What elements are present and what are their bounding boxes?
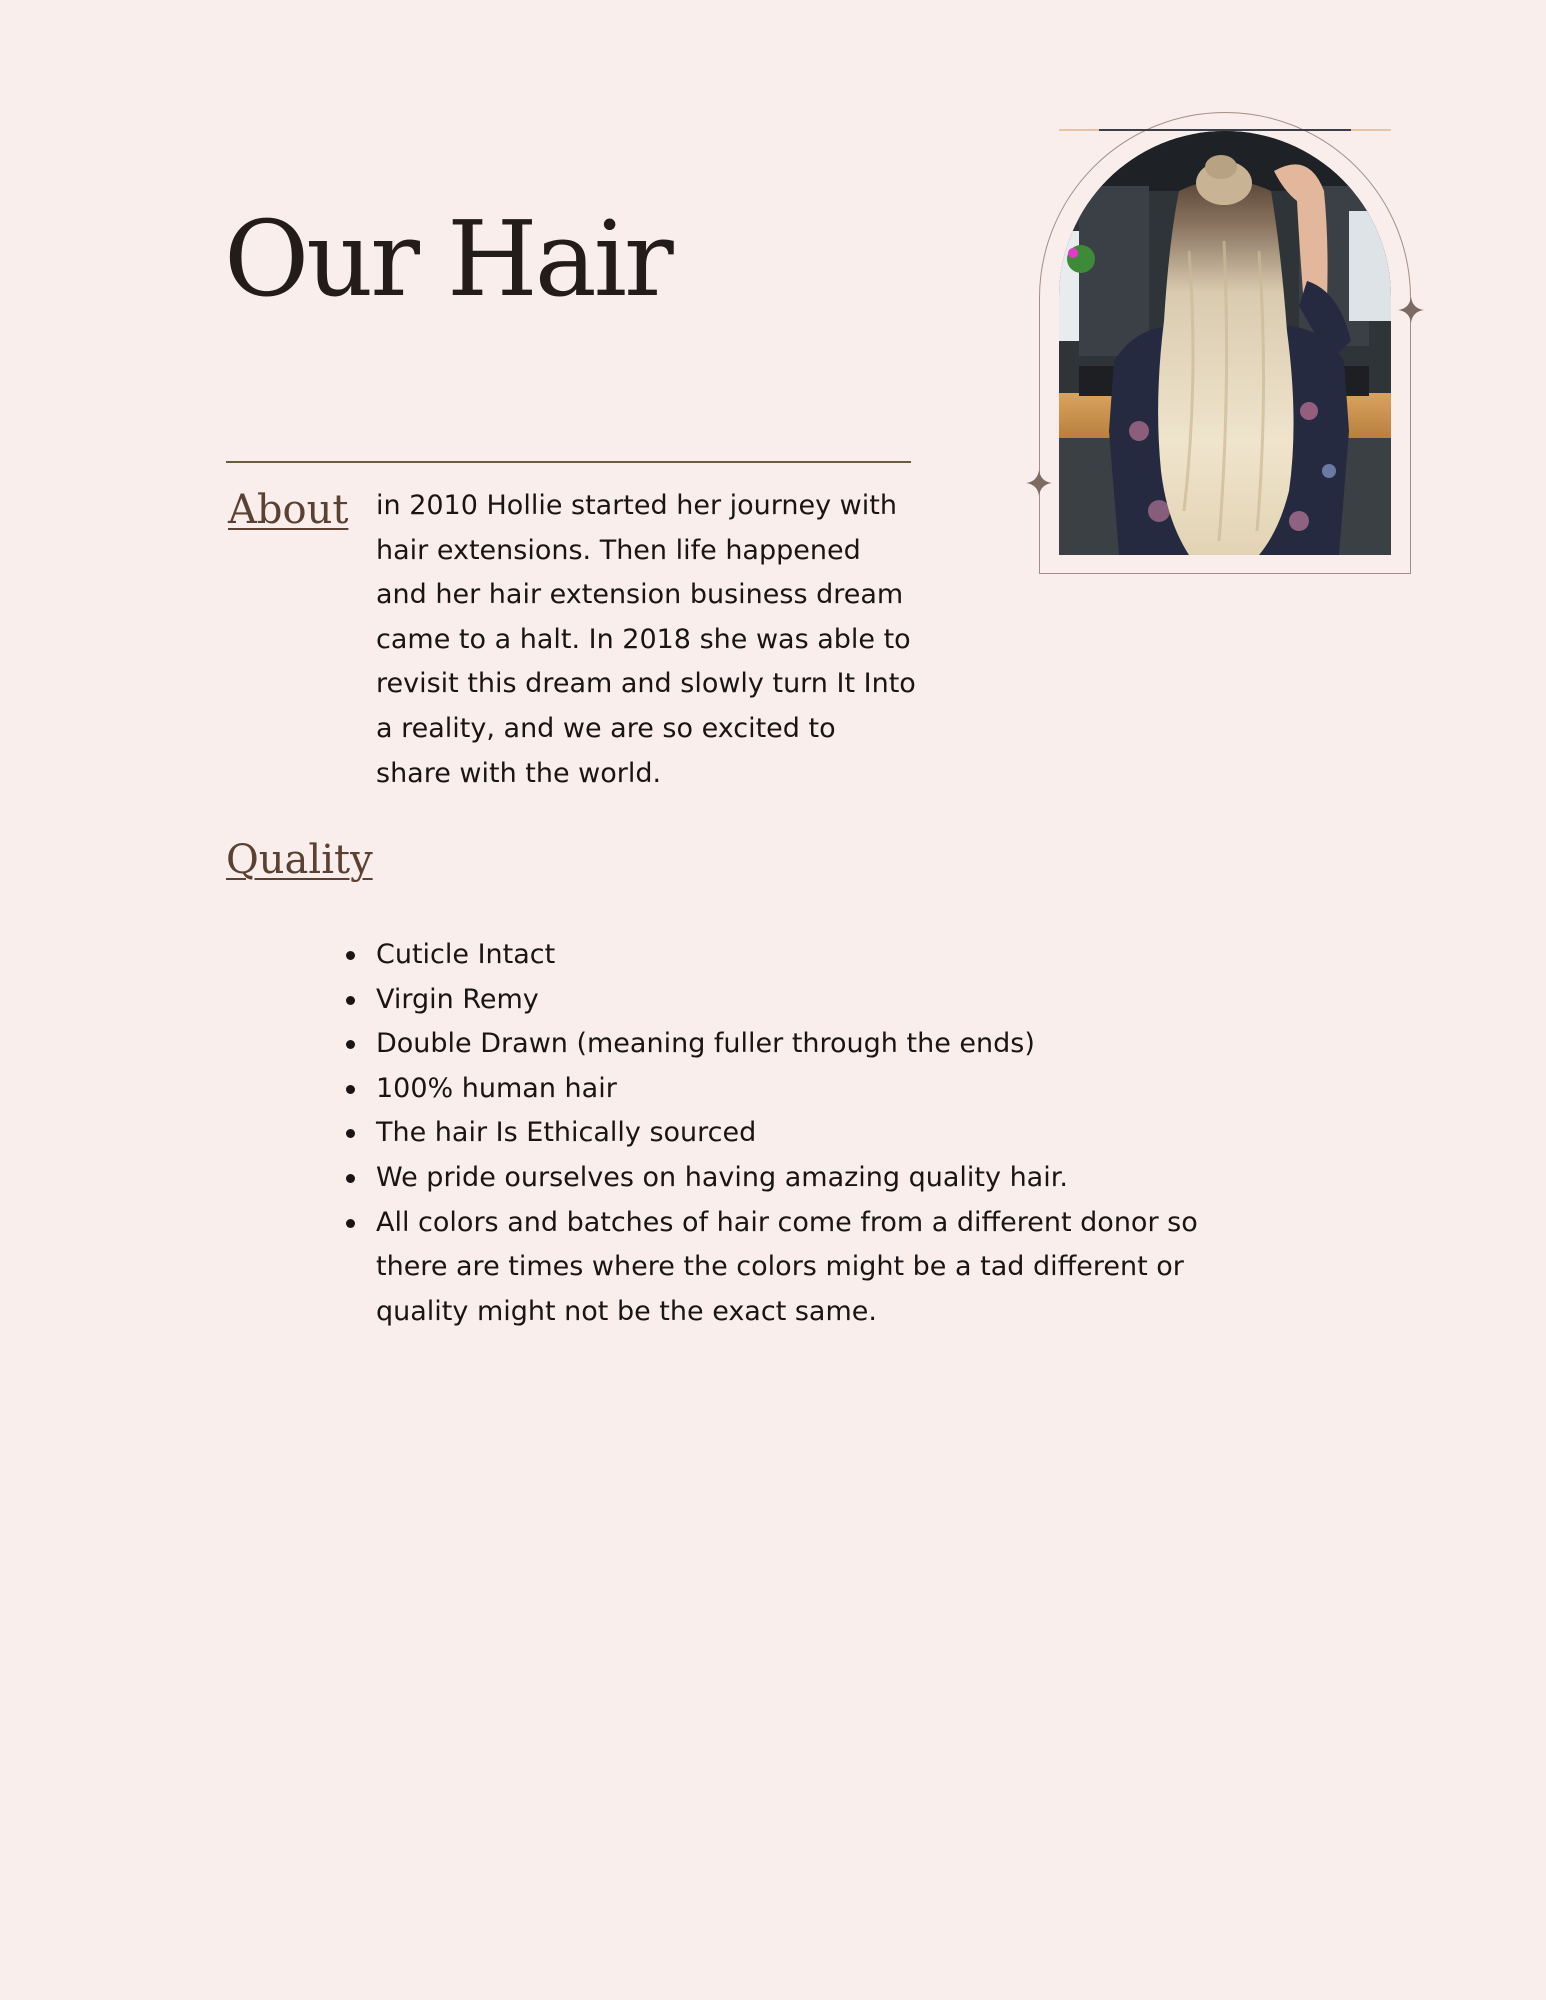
list-item: The hair Is Ethically sourced (376, 1111, 1226, 1156)
sparkle-icon (1026, 470, 1052, 496)
list-item: All colors and batches of hair come from a different donor so there are times where the colors might be a tad different or quality might not be the exact same. (376, 1201, 1226, 1335)
hair-photo (1059, 131, 1391, 555)
list-item: 100% human hair (376, 1067, 1226, 1112)
frame-top-line (1059, 129, 1391, 131)
about-paragraph: in 2010 Hollie started her journey with hair extensions. Then life happened and her hair extension business dream came to a halt. In 2018 she was able to revisit this dream and slowly turn It Into a reality, and we are so excited to share with the world. (376, 490, 916, 789)
page-title: Our Hair (224, 198, 671, 320)
list-item: We pride ourselves on having amazing quality hair. (376, 1156, 1226, 1201)
quality-heading: Quality (226, 837, 373, 883)
sparkle-icon (1398, 297, 1424, 323)
list-item: Virgin Remy (376, 978, 1226, 1023)
list-item: Cuticle Intact (376, 933, 1226, 978)
list-item: Double Drawn (meaning fuller through the ends) (376, 1022, 1226, 1067)
about-heading: About (228, 487, 349, 533)
section-divider (226, 461, 911, 463)
hair-photo-illustration (1059, 131, 1391, 555)
quality-list (376, 933, 1226, 1334)
